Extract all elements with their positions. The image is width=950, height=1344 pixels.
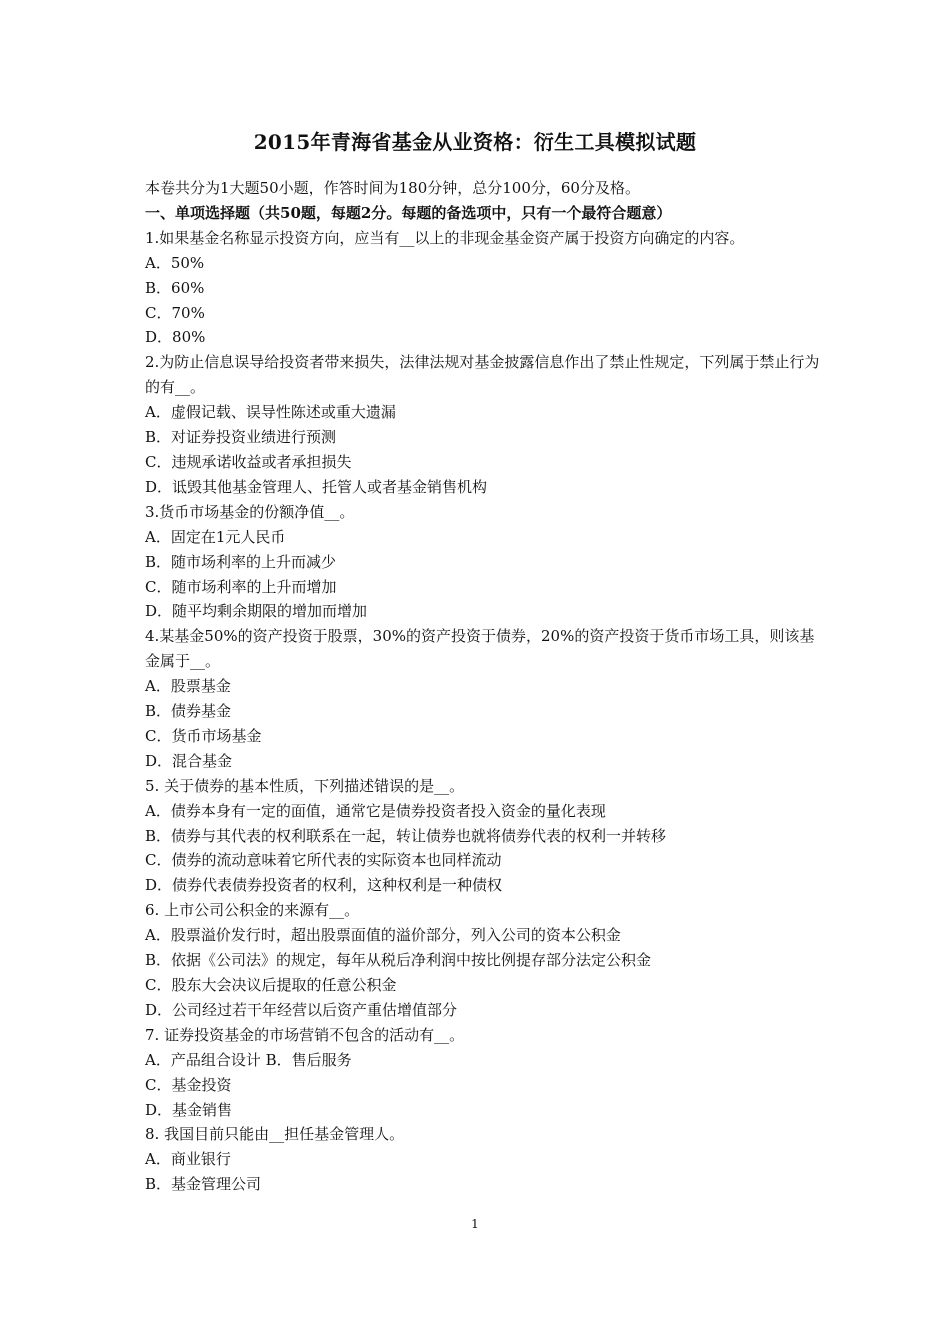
page-number: 1 xyxy=(471,1217,479,1231)
option-a: A．50% xyxy=(145,253,205,272)
option-c: C．债券的流动意味着它所代表的实际资本也同样流动 xyxy=(145,851,502,870)
option-d: D．80% xyxy=(145,328,206,347)
question-text: 8. 我国目前只能由__担任基金管理人。 xyxy=(145,1125,405,1144)
option-c: C．随市场利率的上升而增加 xyxy=(145,577,337,596)
option-b: B．债券与其代表的权利联系在一起，转让债券也就将债券代表的权利一并转移 xyxy=(145,826,667,845)
option-b: B．基金管理公司 xyxy=(145,1175,262,1194)
option-d: D．基金销售 xyxy=(145,1100,233,1119)
question-text: 6. 上市公司公积金的来源有__。 xyxy=(145,901,360,920)
option-d: D．公司经过若干年经营以后资产重估增值部分 xyxy=(145,1000,458,1019)
section-header: 一、单项选择题（共50题，每题2分。每题的备选项中，只有一个最符合题意） xyxy=(145,203,672,222)
document-body xyxy=(145,176,820,1197)
option-a-b: A．产品组合设计 B．售后服务 xyxy=(145,1050,352,1069)
option-d: D．债券代表债券投资者的权利，这种权利是一种债权 xyxy=(145,876,503,895)
option-c: C．违规承诺收益或者承担损失 xyxy=(145,452,352,471)
option-c: C．70% xyxy=(145,303,205,322)
option-b: B．60% xyxy=(145,278,205,297)
option-b: B．对证券投资业绩进行预测 xyxy=(145,428,337,447)
option-c: C．货币市场基金 xyxy=(145,726,262,745)
option-a: A．商业银行 xyxy=(145,1150,231,1169)
option-d: D．诋毁其他基金管理人、托管人或者基金销售机构 xyxy=(145,477,488,496)
option-d: D．随平均剩余期限的增加而增加 xyxy=(145,602,368,621)
question-text: 7. 证券投资基金的市场营销不包含的活动有__。 xyxy=(145,1025,465,1044)
option-b: B．债券基金 xyxy=(145,702,232,721)
option-a: A．股票溢价发行时，超出股票面值的溢价部分，列入公司的资本公积金 xyxy=(145,926,621,945)
option-b: B．依据《公司法》的规定，每年从税后净利润中按比例提存部分法定公积金 xyxy=(145,951,652,970)
question-text: 2.为防止信息误导给投资者带来损失，法律法规对基金披露信息作出了禁止性规定，下列属于禁止行为的有__。 xyxy=(145,353,820,397)
question-text: 4.某基金50%的资产投资于股票，30%的资产投资于债券，20%的资产投资于货币市场工具，则该基金属于__。 xyxy=(145,627,815,671)
question-text: 3.货币市场基金的份额净值__。 xyxy=(145,502,355,521)
option-a: A．固定在1元人民币 xyxy=(145,527,286,546)
question-text: 5. 关于债券的基本性质，下列描述错误的是__。 xyxy=(145,776,465,795)
intro-text: 本卷共分为1大题50小题，作答时间为180分钟，总分100分，60分及格。 xyxy=(145,179,640,197)
page-title: 2015年青海省基金从业资格：衍生工具模拟试题 xyxy=(253,130,697,154)
option-c: C．股东大会决议后提取的任意公积金 xyxy=(145,976,397,994)
option-a: A．股票基金 xyxy=(145,677,231,696)
option-b: B．随市场利率的上升而减少 xyxy=(145,552,337,571)
question-text: 1.如果基金名称显示投资方向，应当有__以上的非现金基金资产属于投资方向确定的内容。 xyxy=(145,228,745,247)
option-a: A．虚假记载、误导性陈述或重大遗漏 xyxy=(145,403,396,422)
option-a: A．债券本身有一定的面值，通常它是债券投资者投入资金的量化表现 xyxy=(145,801,606,820)
option-d: D．混合基金 xyxy=(145,751,233,770)
option-c: C．基金投资 xyxy=(145,1075,232,1094)
